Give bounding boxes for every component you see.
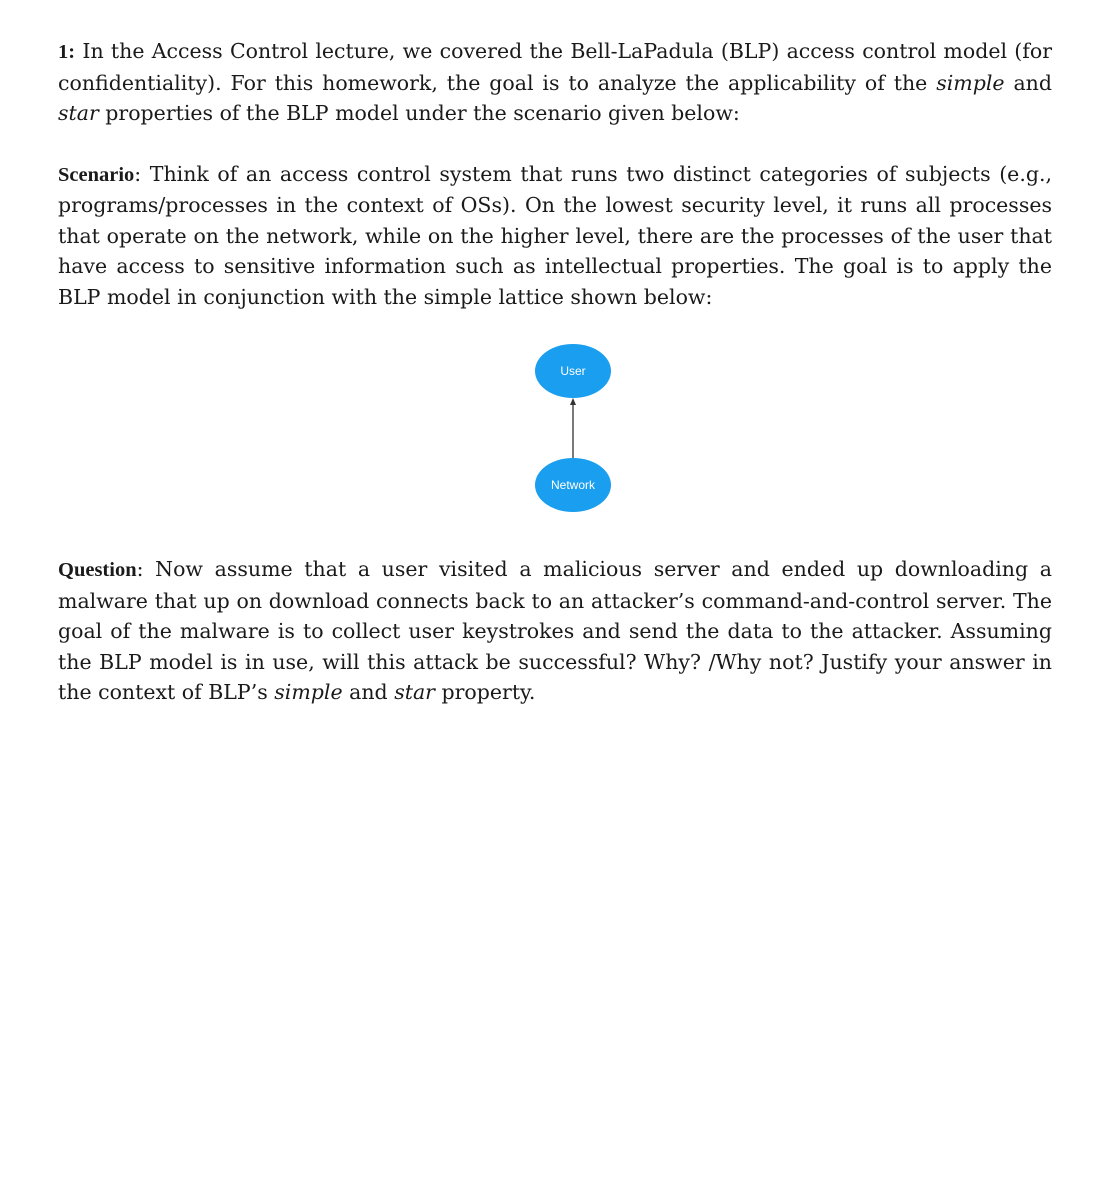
edge-arrowhead xyxy=(570,398,576,405)
question-label: Question xyxy=(58,559,137,581)
problem-intro xyxy=(58,36,1052,129)
node-user xyxy=(535,344,611,398)
question-star: star xyxy=(394,680,435,704)
question-simple: simple xyxy=(274,680,343,704)
intro-star: star xyxy=(58,101,99,125)
scenario-paragraph xyxy=(58,159,1052,313)
scenario-text: : Think of an access control system that runs two distinct categories of subjects (e.g., programs/processes in the context of OSs). On the lowest security level, it runs all processes that operate on the network, while on the higher level, there are the processes of the user that have access to sensitive information such as intellectual properties. The goal is to apply the BLP model in conjunction with the simple lattice shown below: xyxy=(58,161,1052,309)
intro-text: In the Access Control lecture, we covered the Bell-LaPadula (BLP) access control model (for confidentiality). For this homework, the goal is to analyze the applicability of the xyxy=(58,39,1052,95)
homework-page xyxy=(58,36,1052,708)
problem-number: 1: xyxy=(58,41,76,63)
scenario-label: Scenario xyxy=(58,163,135,186)
question-and: and xyxy=(342,680,395,704)
node-network xyxy=(535,458,611,512)
node-user-label: User xyxy=(560,364,586,378)
question-text: : Now assume that a user visited a malicious server and ended up downloading a malware that up on download connects back to an attacker’s command-and-control server. The goal of the malware is to collect user keystrokes and send the data to the attacker. Assuming the BLP model is in use, will this attack be successful? Why? /Why not? Justify your answer in the context of BLP’s xyxy=(58,557,1052,704)
intro-simple: simple xyxy=(936,70,1005,95)
lattice-diagram xyxy=(58,326,1052,546)
intro-and: and xyxy=(1004,70,1052,95)
node-network-label: Network xyxy=(550,478,595,492)
intro-end: properties of the BLP model under the scenario given below: xyxy=(98,101,740,125)
question-paragraph xyxy=(58,554,1052,708)
question-end: property. xyxy=(434,680,536,704)
